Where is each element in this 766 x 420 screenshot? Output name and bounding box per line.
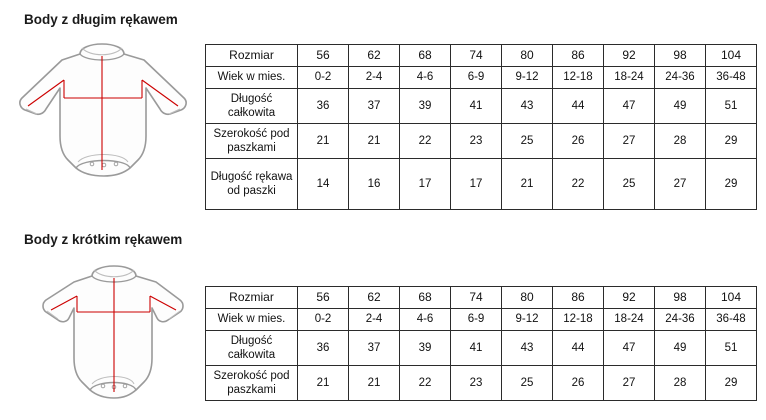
table-cell: 0-2: [298, 67, 349, 89]
table-cell: 80: [502, 287, 553, 309]
row-header-cell: Długość całkowita: [206, 89, 298, 124]
table-row: [206, 89, 757, 124]
table-cell: 9-12: [502, 309, 553, 331]
table-cell: 6-9: [451, 67, 502, 89]
table-cell: 92: [604, 45, 655, 67]
table-cell: 24-36: [655, 309, 706, 331]
table-cell: 21: [298, 124, 349, 159]
table-cell: 74: [451, 287, 502, 309]
table-cell: 21: [349, 124, 400, 159]
row-header-cell: Wiek w mies.: [206, 67, 298, 89]
table-cell: 51: [706, 331, 757, 366]
table-row: [206, 159, 757, 210]
table-row: [206, 287, 757, 309]
table-cell: 27: [655, 159, 706, 210]
table-cell: 21: [502, 159, 553, 210]
row-header-cell: Długość całkowita: [206, 331, 298, 366]
table-cell: 23: [451, 124, 502, 159]
table-cell: 26: [553, 124, 604, 159]
table-cell: 62: [349, 45, 400, 67]
table-row: [206, 366, 757, 401]
table-cell: 25: [502, 366, 553, 401]
table-cell: 4-6: [400, 309, 451, 331]
table-cell: 21: [298, 366, 349, 401]
table-cell: 18-24: [604, 67, 655, 89]
table-cell: 104: [706, 45, 757, 67]
table-cell: 0-2: [298, 309, 349, 331]
table-cell: 43: [502, 89, 553, 124]
table-row: [206, 331, 757, 366]
table-cell: 27: [604, 366, 655, 401]
table-row: [206, 67, 757, 89]
table-cell: 2-4: [349, 67, 400, 89]
table-cell: 4-6: [400, 67, 451, 89]
bodysuit-long-sleeve-icon: [18, 40, 198, 190]
table-cell: 36-48: [706, 67, 757, 89]
table-cell: 28: [655, 366, 706, 401]
table-cell: 28: [655, 124, 706, 159]
table-cell: 39: [400, 89, 451, 124]
table-cell: 6-9: [451, 309, 502, 331]
row-header-cell: Szerokość pod paszkami: [206, 124, 298, 159]
row-header-cell: Rozmiar: [206, 287, 298, 309]
table-cell: 43: [502, 331, 553, 366]
page-title-long-sleeve: Body z długim rękawem: [24, 12, 178, 27]
table-cell: 12-18: [553, 309, 604, 331]
table-cell: 25: [502, 124, 553, 159]
table-cell: 98: [655, 45, 706, 67]
table-cell: 29: [706, 366, 757, 401]
size-table-long-sleeve: [205, 44, 757, 210]
table-cell: 18-24: [604, 309, 655, 331]
size-table-short-sleeve: [205, 286, 757, 401]
table-cell: 27: [604, 124, 655, 159]
table-cell: 24-36: [655, 67, 706, 89]
table-row: [206, 45, 757, 67]
table-cell: 86: [553, 45, 604, 67]
table-cell: 9-12: [502, 67, 553, 89]
table-cell: 29: [706, 159, 757, 210]
table-cell: 36-48: [706, 309, 757, 331]
table-cell: 22: [400, 366, 451, 401]
table-cell: 21: [349, 366, 400, 401]
table-cell: 37: [349, 331, 400, 366]
page-title-short-sleeve: Body z krótkim rękawem: [24, 232, 183, 247]
table-cell: 25: [604, 159, 655, 210]
table-cell: 37: [349, 89, 400, 124]
table-cell: 16: [349, 159, 400, 210]
table-cell: 41: [451, 331, 502, 366]
table-cell: 44: [553, 89, 604, 124]
table-cell: 98: [655, 287, 706, 309]
table-cell: 22: [400, 124, 451, 159]
table-cell: 86: [553, 287, 604, 309]
table-cell: 92: [604, 287, 655, 309]
row-header-cell: Długość rękawa od paszki: [206, 159, 298, 210]
table-cell: 26: [553, 366, 604, 401]
table-row: [206, 124, 757, 159]
table-cell: 36: [298, 331, 349, 366]
table-cell: 68: [400, 45, 451, 67]
table-cell: 51: [706, 89, 757, 124]
table-cell: 80: [502, 45, 553, 67]
long-sleeve-bodysuit-diagram: [18, 40, 198, 190]
table-cell: 49: [655, 331, 706, 366]
row-header-cell: Rozmiar: [206, 45, 298, 67]
table-cell: 62: [349, 287, 400, 309]
table-cell: 29: [706, 124, 757, 159]
table-cell: 56: [298, 45, 349, 67]
table-cell: 2-4: [349, 309, 400, 331]
table-cell: 104: [706, 287, 757, 309]
table-cell: 12-18: [553, 67, 604, 89]
table-cell: 14: [298, 159, 349, 210]
table-cell: 36: [298, 89, 349, 124]
row-header-cell: Szerokość pod paszkami: [206, 366, 298, 401]
table-cell: 49: [655, 89, 706, 124]
table-cell: 68: [400, 287, 451, 309]
table-cell: 23: [451, 366, 502, 401]
table-cell: 74: [451, 45, 502, 67]
table-cell: 56: [298, 287, 349, 309]
table-cell: 41: [451, 89, 502, 124]
bodysuit-short-sleeve-icon: [40, 262, 190, 407]
table-cell: 47: [604, 89, 655, 124]
table-cell: 47: [604, 331, 655, 366]
row-header-cell: Wiek w mies.: [206, 309, 298, 331]
short-sleeve-bodysuit-diagram: [40, 262, 190, 407]
table-cell: 17: [451, 159, 502, 210]
table-cell: 39: [400, 331, 451, 366]
table-cell: 17: [400, 159, 451, 210]
table-row: [206, 309, 757, 331]
table-cell: 44: [553, 331, 604, 366]
table-cell: 22: [553, 159, 604, 210]
